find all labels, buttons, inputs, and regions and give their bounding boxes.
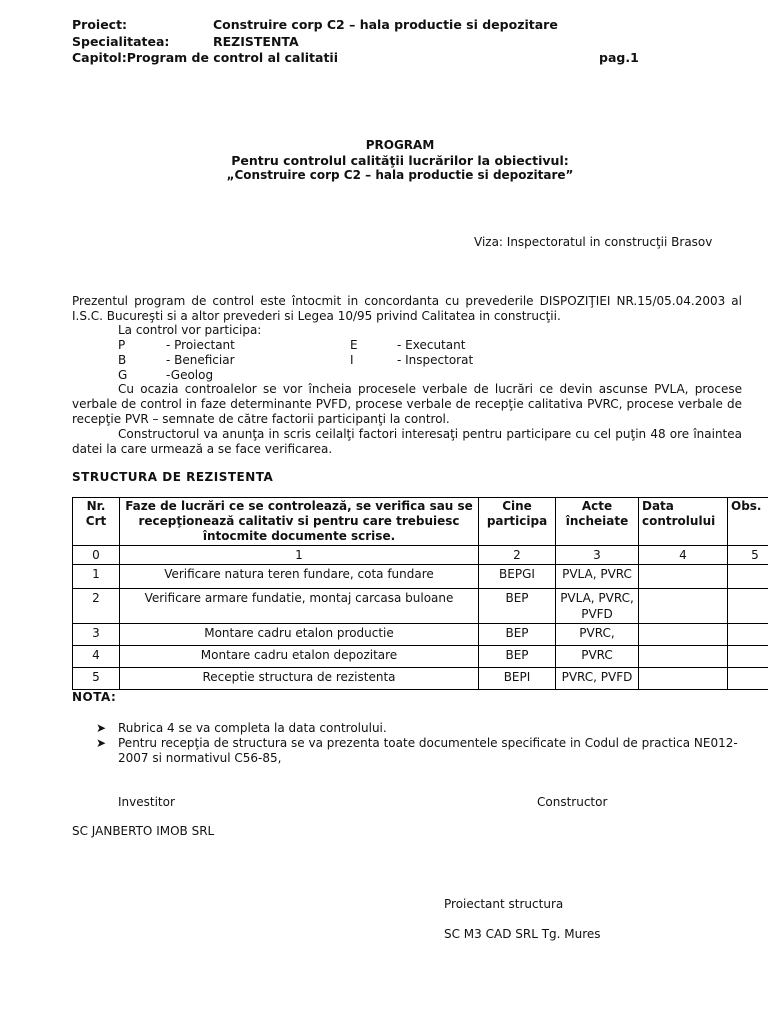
table-row	[73, 624, 768, 646]
row-data	[639, 668, 728, 690]
participants-title: La control vor participa:	[118, 323, 262, 337]
header-acte: Acte încheiate	[556, 498, 639, 546]
row-acte: PVRC, PVFD	[556, 668, 639, 690]
row-nr: 1	[73, 565, 120, 589]
participant-code: B	[118, 353, 127, 367]
index-cell: 5	[728, 546, 768, 565]
table-row	[73, 668, 768, 690]
program-title: PROGRAM	[365, 138, 435, 152]
project-value: Construire corp C2 – hala productie si depozitare	[213, 17, 558, 32]
row-data	[639, 624, 728, 646]
row-obs	[728, 565, 768, 589]
table-index-row	[73, 546, 768, 565]
row-faza: Montare cadru etalon depozitare	[120, 646, 479, 668]
row-nr: 2	[73, 589, 120, 624]
table-row	[73, 589, 768, 624]
nota-item-text: Pentru recepţia de structura se va prezenta toate documentele specificate in Codul de practica NE012-2007 si normativul C56-85,	[118, 736, 738, 765]
project-label: Proiect:	[72, 17, 128, 32]
row-acte: PVRC	[556, 646, 639, 668]
row-cine: BEP	[479, 624, 556, 646]
participant-code: G	[118, 368, 128, 382]
notice-paragraph: Constructorul va anunţa in scris ceilalţi factori interesaţi pentru participare cu cel puţin 48 ore înaintea datei la care urmează a se face verificarea.	[72, 427, 742, 456]
index-cell: 3	[556, 546, 639, 565]
participant-name: - Executant	[397, 338, 466, 352]
row-acte: PVLA, PVRC, PVFD	[556, 589, 639, 624]
row-acte: PVRC,	[556, 624, 639, 646]
header-faza: Faze de lucrări ce se controlează, se verifica sau se recepţionează calitativ si pentru care trebuiesc întocmite documente scrise.	[120, 498, 479, 546]
participant-name: -Geolog	[166, 368, 214, 382]
program-object: „Construire corp C2 – hala productie si depozitare”	[226, 168, 574, 182]
index-cell: 0	[73, 546, 120, 565]
row-cine: BEP	[479, 589, 556, 624]
index-cell: 1	[120, 546, 479, 565]
nota-item	[96, 736, 764, 766]
header-cine: Cine participa	[479, 498, 556, 546]
row-cine: BEPGI	[479, 565, 556, 589]
row-obs	[728, 624, 768, 646]
nota-item	[96, 721, 736, 736]
row-faza: Verificare natura teren fundare, cota fundare	[120, 565, 479, 589]
row-acte: PVLA, PVRC	[556, 565, 639, 589]
row-cine: BEPI	[479, 668, 556, 690]
viza-line: Viza: Inspectoratul in construcţii Brasov	[474, 235, 713, 249]
participant-code: P	[118, 338, 126, 352]
designer-company: SC M3 CAD SRL Tg. Mures	[444, 927, 601, 941]
nota-title: NOTA:	[72, 690, 117, 704]
designer-label: Proiectant structura	[444, 897, 564, 911]
table-row	[73, 646, 768, 668]
row-nr: 5	[73, 668, 120, 690]
investor-company: SC JANBERTO IMOB SRL	[72, 824, 215, 838]
page-number: pag.1	[599, 50, 639, 65]
participant-code: I	[350, 353, 354, 367]
row-obs	[728, 589, 768, 624]
chapter-title: Capitol:Program de control al calitatii	[72, 50, 339, 65]
row-nr: 4	[73, 646, 120, 668]
header-data: Data controlului	[639, 498, 728, 546]
row-data	[639, 565, 728, 589]
program-subtitle: Pentru controlul calităţii lucrărilor la obiectivul:	[231, 153, 569, 168]
index-cell: 4	[639, 546, 728, 565]
row-nr: 3	[73, 624, 120, 646]
nota-item-text: Rubrica 4 se va completa la data controlului.	[118, 721, 387, 735]
header-nr: Nr. Crt	[73, 498, 120, 546]
participant-name: - Inspectorat	[397, 353, 474, 367]
table-row	[73, 565, 768, 589]
participant-name: - Proiectant	[166, 338, 235, 352]
specialty-label: Specialitatea:	[72, 34, 170, 49]
row-data	[639, 646, 728, 668]
row-faza: Montare cadru etalon productie	[120, 624, 479, 646]
row-cine: BEP	[479, 646, 556, 668]
arrow-bullet-icon: ➤	[96, 721, 107, 735]
participant-code: E	[350, 338, 358, 352]
participant-name: - Beneficiar	[166, 353, 235, 367]
control-table	[72, 497, 768, 690]
header-obs: Obs.	[728, 498, 768, 546]
arrow-bullet-icon: ➤	[96, 736, 107, 750]
index-cell: 2	[479, 546, 556, 565]
table-header-row	[73, 498, 768, 546]
section-title: STRUCTURA DE REZISTENTA	[72, 470, 274, 484]
row-data	[639, 589, 728, 624]
reports-paragraph: Cu ocazia controalelor se vor încheia procesele verbale de lucrări ce devin ascunse PVLA, procese verbale de control in faze determinante PVFD, procese verbale de recepţie calitativa PVRC, procese verbale de recepţie PVR – semnate de către factorii participanţi la control.	[72, 382, 742, 426]
investor-label: Investitor	[118, 795, 175, 809]
row-faza: Receptie structura de rezistenta	[120, 668, 479, 690]
intro-paragraph: Prezentul program de control este întocmit in concordanta cu prevederile DISPOZIŢIEI NR.15/05.04.2003 al I.S.C. Bucureşti si a altor prevederi si Legea 10/95 privind Calitatea in construcţii.	[72, 294, 742, 323]
row-obs	[728, 668, 768, 690]
row-faza: Verificare armare fundatie, montaj carcasa buloane	[120, 589, 479, 624]
specialty-value: REZISTENTA	[213, 34, 299, 49]
row-obs	[728, 646, 768, 668]
constructor-label: Constructor	[537, 795, 608, 809]
